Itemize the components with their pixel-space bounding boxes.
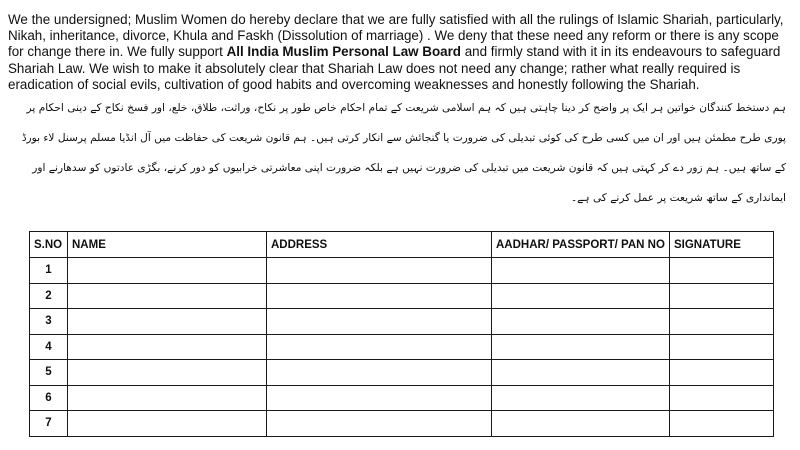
urdu-declaration: ہم دستخط کنندگان خواتین ہر ایک پر واضح کر دینا چاہتی ہیں کہ ہم اسلامی شریعت کے تمام احکام خاص طور پر نکاح، وراثت، طلاق، خلع، اور فسخ نکاح کے دینی احکام پر پوری طرح مطمئن ہیں اور ان میں کسی طرح کی کوئی تبدیلی کی ضرورت یا گنجائش سے انکار کرتی ہیں۔ ہم قانون شریعت کی حفاظت میں آل انڈیا مسلم پرسنل لاء بورڈ کے ساتھ ہیں۔ ہم زور دے کر کہتی ہیں کہ قانون شریعت میں تبدیلی کی ضرورت نہیں ہے بلکہ ضرورت اپنی معاشرتی خرابیوں کو دور کرنے، بگڑی عادتوں کو سدھارنے اور ایمانداری کے ساتھ شریعت پر عمل کرنے کی ہے۔ bbox=[21, 102, 786, 205]
signature-cell[interactable] bbox=[670, 385, 774, 411]
signature-cell[interactable] bbox=[670, 258, 774, 284]
table-row bbox=[30, 385, 774, 411]
name-cell[interactable] bbox=[68, 283, 267, 309]
address-cell[interactable] bbox=[267, 283, 492, 309]
table-row bbox=[30, 334, 774, 360]
name-cell[interactable] bbox=[68, 258, 267, 284]
table-row bbox=[30, 309, 774, 335]
row-number: 2 bbox=[30, 283, 68, 309]
id-cell[interactable] bbox=[492, 334, 670, 360]
signature-cell[interactable] bbox=[670, 411, 774, 437]
row-number: 3 bbox=[30, 309, 68, 335]
address-cell[interactable] bbox=[267, 385, 492, 411]
id-cell[interactable] bbox=[492, 258, 670, 284]
header-address: ADDRESS bbox=[267, 232, 492, 258]
address-cell[interactable] bbox=[267, 360, 492, 386]
table-row bbox=[30, 411, 774, 437]
address-cell[interactable] bbox=[267, 258, 492, 284]
address-cell[interactable] bbox=[267, 411, 492, 437]
signature-cell[interactable] bbox=[670, 360, 774, 386]
row-number: 7 bbox=[30, 411, 68, 437]
id-cell[interactable] bbox=[492, 385, 670, 411]
address-cell[interactable] bbox=[267, 309, 492, 335]
id-cell[interactable] bbox=[492, 360, 670, 386]
organization-name: All India Muslim Personal Law Board bbox=[226, 44, 461, 60]
row-number: 4 bbox=[30, 334, 68, 360]
english-declaration bbox=[8, 12, 796, 93]
signature-cell[interactable] bbox=[670, 334, 774, 360]
name-cell[interactable] bbox=[68, 385, 267, 411]
id-cell[interactable] bbox=[492, 411, 670, 437]
id-cell[interactable] bbox=[492, 283, 670, 309]
header-name: NAME bbox=[68, 232, 267, 258]
header-id-number: AADHAR/ PASSPORT/ PAN NO bbox=[492, 232, 670, 258]
row-number: 5 bbox=[30, 360, 68, 386]
id-cell[interactable] bbox=[492, 309, 670, 335]
header-sno: S.NO bbox=[30, 232, 68, 258]
row-number: 1 bbox=[30, 258, 68, 284]
declaration-text-part1: We the undersigned; Muslim Women do hereby declare that we are fully satisfied with all the rulings of Islamic Shariah, particularly, Nikah, inheritance, divorce, Khula and Faskh (Dissolution of marriage) . We deny that these need any reform or there is any scope for change there in. We fully support bbox=[8, 12, 784, 60]
name-cell[interactable] bbox=[68, 334, 267, 360]
address-cell[interactable] bbox=[267, 334, 492, 360]
header-signature: SIGNATURE bbox=[670, 232, 774, 258]
table-header-row bbox=[30, 232, 774, 258]
signature-table bbox=[29, 231, 774, 437]
signature-cell[interactable] bbox=[670, 309, 774, 335]
name-cell[interactable] bbox=[68, 309, 267, 335]
signature-cell[interactable] bbox=[670, 283, 774, 309]
row-number: 6 bbox=[30, 385, 68, 411]
declaration-text-part2: and firmly stand with it in its endeavours to safeguard Shariah Law. We wish to make it absolutely clear that Shariah Law does not need any change; rather what really required is eradication of social evils, cultivation of good habits and overcoming weaknesses and honestly following the Shariah. bbox=[8, 44, 781, 92]
table-row bbox=[30, 283, 774, 309]
name-cell[interactable] bbox=[68, 411, 267, 437]
name-cell[interactable] bbox=[68, 360, 267, 386]
table-row bbox=[30, 360, 774, 386]
table-row bbox=[30, 258, 774, 284]
